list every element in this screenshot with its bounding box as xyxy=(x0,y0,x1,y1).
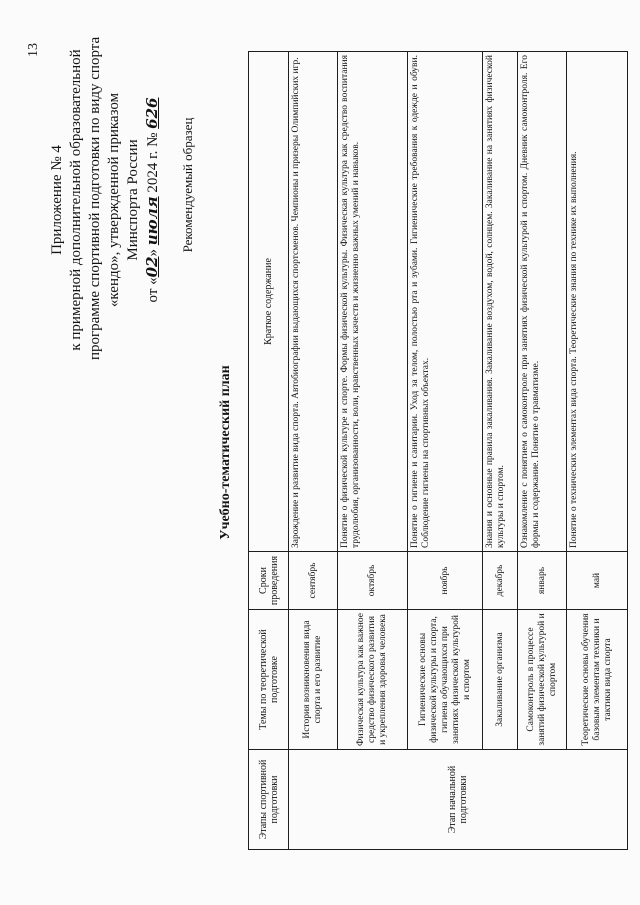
appendix-line-2: программе спортивной подготовки по виду спорта xyxy=(87,36,103,360)
term-cell: май xyxy=(567,552,628,610)
table-row xyxy=(289,52,338,850)
order-day: 02 xyxy=(143,256,161,278)
content-cell: Зарождение и развитие вида спорта. Автобиографии выдающихся спортсменов. Чемпионы и призеры Олимпийских игр. xyxy=(289,52,338,552)
order-year: 2024 г. № xyxy=(145,128,161,197)
appendix-line-1: к примерной дополнительной образовательной xyxy=(68,49,84,351)
term-cell: сентябрь xyxy=(289,552,338,610)
content-cell: Понятие о технических элементах вида спорта. Теоретические знания по технике их выполнения. xyxy=(567,52,628,552)
order-mid: » xyxy=(145,245,161,257)
table-row xyxy=(567,52,628,850)
topic-cell: Теоретические основы обучения базовым элементам техники и тактики вида спорта xyxy=(567,610,628,750)
appendix-line-3: «кендо», утвержденной приказом xyxy=(106,92,122,308)
page-number: 13 xyxy=(26,43,41,57)
content-cell: Знания и основные правила закаливания. Закаливание воздухом, водой, солнцем. Закаливание на занятиях физической культуры и спортом. xyxy=(483,52,518,552)
topic-cell: Физическая культура как важное средство физического развития и укрепления здоровья человека xyxy=(338,610,408,750)
header-topic: Темы по теоретической подготовке xyxy=(249,610,289,750)
content-cell: Понятие о физической культуре и спорте. Формы физической культуры. Физическая культура как средство воспитания трудолюбия, организованности, воли, нравственных качеств и жизненно важных умений и навыков. xyxy=(338,52,408,552)
header-content: Краткое содержание xyxy=(249,52,289,552)
term-cell: ноябрь xyxy=(408,552,483,610)
term-cell: октябрь xyxy=(338,552,408,610)
order-prefix: от « xyxy=(145,277,161,303)
order-month: июля xyxy=(143,196,161,246)
term-cell: январь xyxy=(518,552,567,610)
topic-cell: История возникновения вида спорта и его развитие xyxy=(289,610,338,750)
appendix-header xyxy=(48,36,163,360)
header-stage: Этапы спортивной подготовки xyxy=(249,750,289,850)
order-number: 626 xyxy=(143,97,161,129)
topic-cell: Закаливание организма xyxy=(483,610,518,750)
plan-title: Учебно-тематический план xyxy=(218,365,233,540)
topic-cell: Гигиенические основы физической культуры и спорта, гигиена обучающихся при занятиях физической культурой и спортом xyxy=(408,610,483,750)
table-row xyxy=(338,52,408,850)
table-row xyxy=(483,52,518,850)
content-cell: Понятие о гигиене и санитарии. Уход за телом, полостью рта и зубами. Гигиенические требования к одежде и обуви. Соблюдение гигиены на спортивных объектах. xyxy=(408,52,483,552)
table-row xyxy=(408,52,483,850)
term-cell: декабрь xyxy=(483,552,518,610)
appendix-title: Приложение № 4 xyxy=(49,145,65,255)
plan-table xyxy=(248,51,628,850)
topic-cell: Самоконтроль в процессе занятий физической культурой и спортом xyxy=(518,610,567,750)
order-reference xyxy=(143,40,163,360)
sample-label: Рекомендуемый образец xyxy=(180,117,195,253)
stage-cell: Этап начальной подготовки xyxy=(289,750,628,850)
content-cell: Ознакомление с понятием о самоконтроле при занятиях физической культурой и спортом. Дневник самоконтроля. Его формы и содержание. Понятие о травматизме. xyxy=(518,52,567,552)
appendix-line-4: Минспорта России xyxy=(125,139,141,261)
header-term: Сроки проведения xyxy=(249,552,289,610)
table-row xyxy=(518,52,567,850)
table-header-row xyxy=(249,52,289,850)
